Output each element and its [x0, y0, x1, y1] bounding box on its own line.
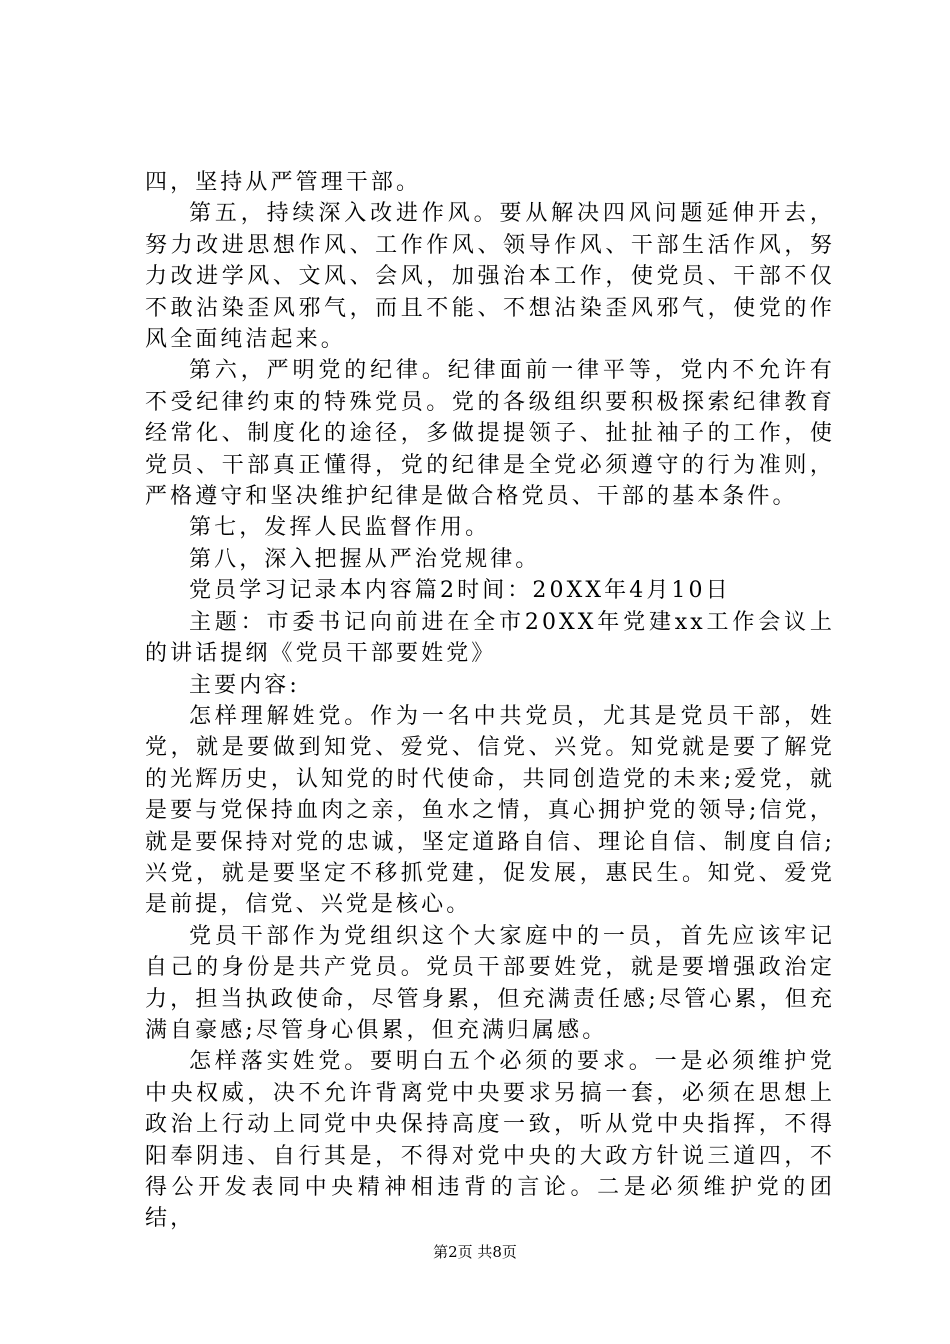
page-number: 第2页 共8页 — [433, 1243, 517, 1261]
paragraph-9: 怎样理解姓党。作为一名中共党员，尤其是党员干部，姓党，就是要做到知党、爱党、信党、兴党。知党就是要了解党的光辉历史，认知党的时代使命，共同创造党的未来;爱党，就是要与党保持血肉之亲，鱼水之情，真心拥护党的领导;信党，就是要保持对党的忠诚，坚定道路自信、理论自信、制度自信;兴党，就是要坚定不移抓党建，促发展，惠民生。知党、爱党是前提，信党、兴党是核心。 — [145, 703, 835, 918]
document-body — [145, 167, 835, 1235]
paragraph-4: 第七，发挥人民监督作用。 — [189, 515, 491, 541]
paragraph-1: 四，坚持从严管理干部。 — [145, 170, 422, 195]
page-footer — [0, 1242, 950, 1262]
paragraph-5: 第八，深入把握从严治党规律。 — [189, 546, 541, 572]
paragraph-6: 党员学习记录本内容篇2时间：20XX年4月10日 — [189, 578, 731, 604]
paragraph-11: 怎样落实姓党。要明白五个必须的要求。一是必须维护党中央权威，决不允许背离党中央要求另搞一套，必须在思想上政治上行动上同党中央保持高度一致，听从党中央指挥，不得阳奉阴违、自行其是，不得对党中央的大政方针说三道四，不得公开发表同中央精神相违背的言论。二是必须维护党的团结， — [145, 1049, 835, 1232]
paragraph-10: 党员干部作为党组织这个大家庭中的一员，首先应该牢记自己的身份是共产党员。党员干部要姓党，就是要增强政治定力，担当执政使命，尽管身累，但充满责任感;尽管心累，但充满自豪感;尽管身心俱累，但充满归属感。 — [145, 923, 835, 1043]
paragraph-8: 主要内容: — [189, 672, 300, 698]
paragraph-2: 第五，持续深入改进作风。要从解决四风问题延伸开去，努力改进思想作风、工作作风、领导作风、干部生活作风，努力改进学风、文风、会风，加强治本工作，使党员、干部不仅不敢沾染歪风邪气，而且不能、不想沾染歪风邪气，使党的作风全面纯洁起来。 — [145, 201, 835, 353]
paragraph-3: 第六，严明党的纪律。纪律面前一律平等，党内不允许有不受纪律约束的特殊党员。党的各级组织要积极探索纪律教育经常化、制度化的途径，多做提提领子、扯扯袖子的工作，使党员、干部真正懂得，党的纪律是全党必须遵守的行为准则，严格遵守和坚决维护纪律是做合格党员、干部的基本条件。 — [145, 358, 835, 510]
paragraph-7: 主题：市委书记向前进在全市20XX年党建xx工作会议上的讲话提纲《党员干部要姓党》 — [145, 609, 835, 667]
